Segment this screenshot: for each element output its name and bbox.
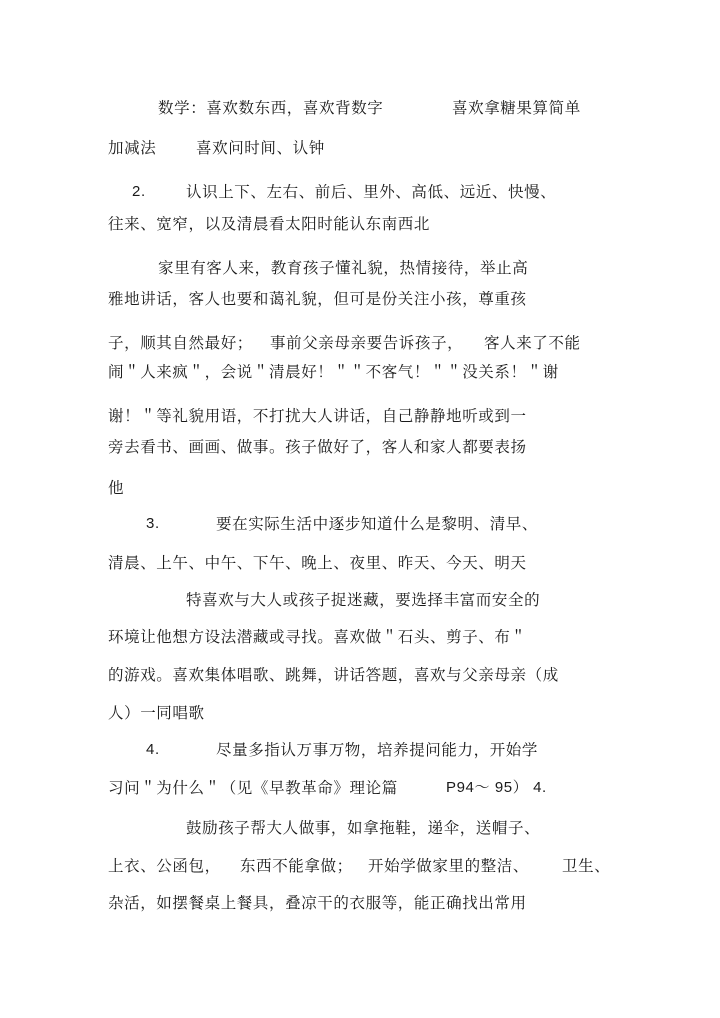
text-line-7a: 子，顺其自然最好； bbox=[108, 334, 253, 352]
text-line-16: 的游戏。喜欢集体唱歌、跳舞，讲话答题，喜欢与父亲母亲（成 bbox=[108, 666, 559, 684]
list-number-4: 4. bbox=[146, 741, 160, 758]
list-number-2: 2. bbox=[132, 183, 146, 200]
text-line-3: 认识上下、左右、前后、里外、高低、远近、快慢、 bbox=[186, 183, 557, 201]
text-line-13: 清晨、上午、中午、下午、晚上、夜里、昨天、今天、明天 bbox=[108, 554, 527, 572]
text-line-21c: 开始学做家里的整洁、 bbox=[368, 857, 530, 875]
text-line-14: 特喜欢与大人或孩子捉迷藏，要选择丰富而安全的 bbox=[186, 591, 541, 609]
text-line-1a: 数学：喜欢数东西，喜欢背数字 bbox=[158, 99, 384, 117]
text-line-6: 雅地讲话，客人也要和蔼礼貌，但可是份关注小孩，尊重孩 bbox=[108, 290, 527, 308]
text-line-5: 家里有客人来，教育孩子懂礼貌，热情接待，举止高 bbox=[158, 259, 529, 277]
text-line-2a: 加减法 bbox=[108, 139, 157, 157]
text-line-7b: 事前父亲母亲要告诉孩子， bbox=[270, 334, 464, 352]
text-line-4: 往来、宽窄，以及清晨看太阳时能认东南西北 bbox=[108, 215, 431, 233]
text-line-17: 人）一同唱歌 bbox=[108, 704, 205, 722]
text-line-11: 他 bbox=[108, 479, 125, 497]
text-line-9: 谢！＂等礼貌用语，不打扰大人讲话，自己静静地听或到一 bbox=[108, 407, 527, 425]
text-line-2b: 喜欢问时间、认钟 bbox=[196, 139, 325, 157]
text-line-22: 杂活，如摆餐桌上餐具，叠凉干的衣服等，能正确找出常用 bbox=[108, 894, 527, 912]
list-number-3: 3. bbox=[146, 515, 160, 532]
text-line-19b: P94～ 95） 4. bbox=[446, 779, 547, 796]
text-line-10: 旁去看书、画画、做事。孩子做好了，客人和家人都要表扬 bbox=[108, 438, 527, 456]
text-line-7c: 客人来了不能 bbox=[484, 334, 581, 352]
text-line-21a: 上衣、公函包， bbox=[108, 857, 221, 875]
text-line-21d: 卫生、 bbox=[562, 857, 611, 875]
text-line-18: 尽量多指认万事万物，培养提问能力，开始学 bbox=[216, 741, 539, 759]
text-line-1b: 喜欢拿糖果算简单 bbox=[452, 99, 581, 117]
text-line-15: 环境让他想方设法潜藏或寻找。喜欢做＂石头、剪子、布＂ bbox=[108, 628, 527, 646]
text-line-8: 闹＂人来疯＂，会说＂清晨好！＂＂不客气！＂＂没关系！＂谢 bbox=[108, 363, 559, 381]
text-line-20: 鼓励孩子帮大人做事，如拿拖鞋，递伞，送帽子、 bbox=[186, 819, 541, 837]
text-line-19a: 习问＂为什么＂（见《早教革命》理论篇 bbox=[108, 779, 398, 797]
text-line-12: 要在实际生活中逐步知道什么是黎明、清早、 bbox=[216, 515, 539, 533]
text-line-21b: 东西不能拿做； bbox=[240, 857, 353, 875]
